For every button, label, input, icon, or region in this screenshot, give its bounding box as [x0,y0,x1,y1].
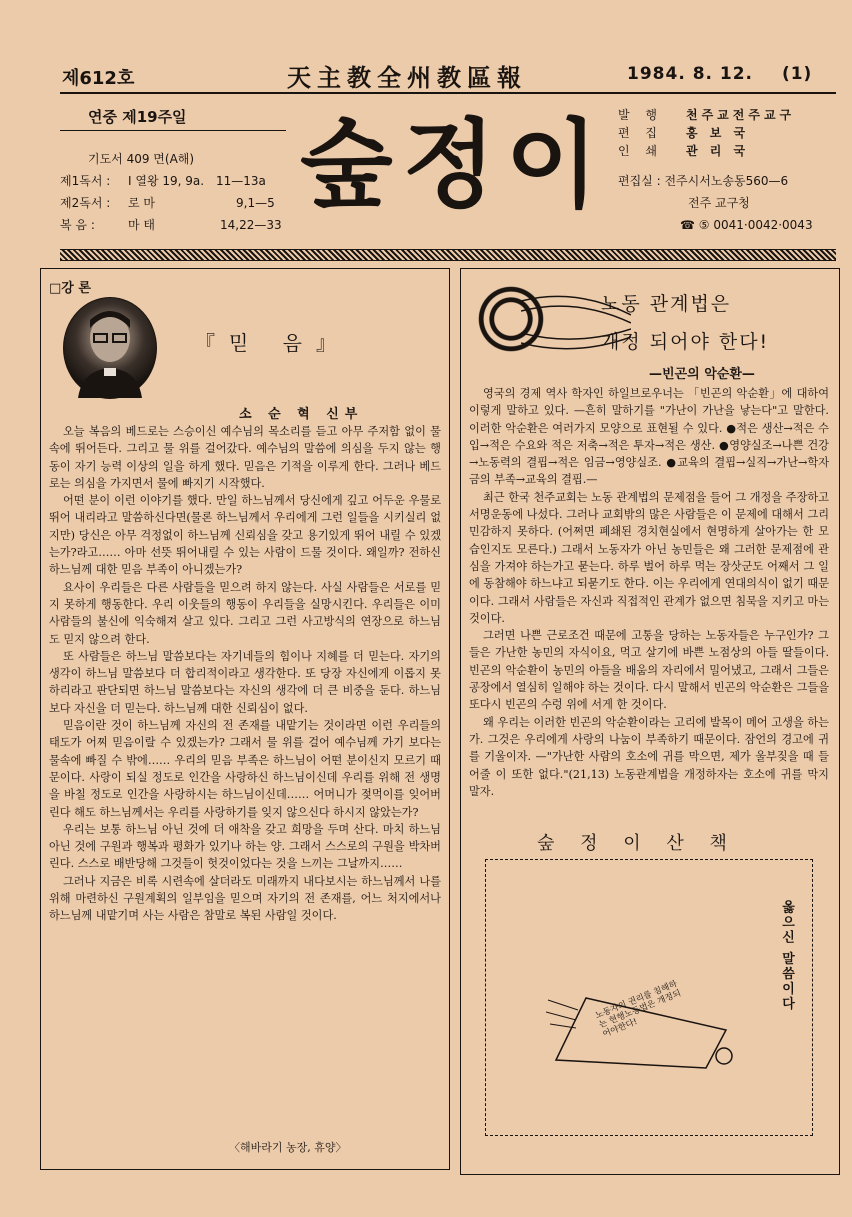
sermon-paragraph: 또 사람들은 하느님 말씀보다는 자기네들의 힘이나 지혜를 더 믿는다. 자기의 생각이 하느님 말씀보다 더 합리적이라고 생각한다. 또 당장 자신에게 이롭지 못하리라고 판단되면 하느님 말씀보다는 자신의 생각에 더 큰 비중을 둔다. 하느님보다 자신을 더 믿는다. 하느님께 대한 신뢰심이 없다. [49,649,441,715]
article-paragraph: 그러면 나쁜 근로조건 때문에 고통을 당하는 노동자들은 누구인가? 그들은 가난한 농민의 자식이요, 먹고 살기에 바쁜 노점상의 아들 딸들이다. 빈곤의 악순환이 농민의 아들을 배움의 자리에서 밀어냈고, 그래서 그들은 공장에서 열심히 일해야 하는 것이다. 다시 말해서 빈곤의 악순환은 그들을 또다시 빈곤의 수렁 위에 서게 한 것이다. [469,629,829,712]
walk-column-title: 숲 정 이 산 책 [537,833,737,854]
liturgy-readings [60,148,286,236]
article-title-line1: 노동 관계법은 [601,293,732,315]
article-paragraph: 최근 한국 천주교회는 노동 관계법의 문제점을 들어 그 개정을 주장하고 서명운동에 나섰다. 그러나 교회밖의 많은 사람들은 이 문제에 대해서 그리 민감하지 못하다. (어쩌면 폐쇄된 경치현실에서 현명하게 살아가는 한 모습인지도 모른다.) 그래서 노동자가 아닌 농민들은 왜 그러한 문제점에 관심을 가져야 하는가고 묻는다. 하루 벌어 하루 먹는 장삿군도 어째서 그 일에 동참해야 하느냐고 되묻기도 한다. 이는 우리에게 연대의식이 없기 때문이다. 그래서 사람들은 자신과 직접적인 관계가 없으면 침묵을 지키고 마는 것이다. [469,490,829,625]
sermon-paragraph: 어떤 분이 이런 이야기를 했다. 만일 하느님께서 당신에게 깊고 어두운 우물로 뛰어 내리라고 말씀하신다면(물론 하느님께서 우리에게 그런 일들을 시키실리 없지만) 당신은 아무 걱정없이 하느님께 신뢰심을 갖고 용기있게 뛰어 내릴 수 있겠는가?라고…… 아마 선뜻 뛰어내릴 수 있는 사람이 드물 것이다. 왜일까? 전하신 하느님께 대한 믿음 부족이 아니겠는가? [49,494,441,577]
article-paragraph: 왜 우리는 이러한 빈곤의 악순환이라는 고리에 발목이 메어 고생을 하는가. 그것은 우리에게 사랑의 나눔이 부족하기 때문이다. 잠언의 경고에 귀를 기울이자. —"가난한 사람의 호소에 귀를 막으면, 제가 울부짖을 때 들어줄 이 또한 없다."(21,13) 노동관계법을 개정하자는 호소에 귀를 막지 말자. [469,715,829,798]
sermon-paragraph: 그러나 지금은 비록 시련속에 살더라도 미래까지 내다보시는 하느님께서 나를 위해 마련하신 구원계획의 일부임을 믿으며 자기의 전 존재를, 어느 처지에서나 하느님께 내맡기며 사는 사람은 참말로 복된 사람일 것이다. [49,874,441,923]
phone-number: ☎ ⑤ 0041·0042·0043 [680,218,813,232]
cartoon-sign-text: 노동자의 권리를 침해하는 현행노동법은 개정되어야한다! [594,979,683,1040]
liturgy-box [60,100,286,238]
date-text: 1984. 8. 12. [627,64,754,84]
paper-logo: 숲정이 [300,109,609,221]
liturgy-divider [60,130,286,131]
article-subtitle: —빈곤의 악순환— [649,367,755,382]
sermon-author: 소 순 혁 신부 [239,407,364,422]
reading-1: 제1독서 : I 열왕 19, 9a. 11—13a [60,174,266,188]
reading-3: 복 음 : 마 태 14,22—33 [60,218,282,232]
publisher-row-1: 발 행 천주교전주교구 [618,108,796,122]
masthead-top [62,64,832,90]
section-label: □강 론 [49,281,91,296]
hatched-divider [60,249,836,261]
article-title-line2: 개정 되어야 한다! [601,331,770,353]
liturgy-week: 연중 제19주일 [88,108,187,126]
sermon-paragraph: 요사이 우리들은 다른 사람들을 믿으려 하지 않는다. 사실 사람들은 서로를 믿지 못하게 행동한다. 우리 이웃들의 행동이 우리들을 실망시킨다. 우리들은 이미 사람들의 불신에 익숙해져 살고 있다. 그리고 그런 사고방식의 연장으로 하느님도 믿지 않으려 한다. [49,580,441,646]
portrait-icon [64,298,156,398]
labor-law-column [460,268,840,1175]
article-paragraph: 영국의 경제 역사 학자인 하일브로우너는 「빈곤의 악순환」에 대하여 이렇게 말하고 있다. —흔히 말하기를 "가난이 가난을 낳는다"고 말한다. 이러한 악순환은 여러가지 모양으로 표현될 수 있다. ●적은 생산→적은 수입→적은 수요와 적은 저축→적은 투자→적은 생산. ●영양실조→나쁜 건강→노동력의 결핍→적은 임금→영양실조. ●교육의 결핍→실직→가난→학자금의 부족→교육의 결핍.— [469,387,829,487]
header-rule [60,92,836,94]
sermon-column [40,268,450,1170]
publisher-row-3: 인 쇄 관 리 국 [618,144,750,158]
publisher-info [618,106,838,236]
publisher-row-2: 편 집 홍 보 국 [618,126,750,140]
paper-name: 天主教全州教區報 [287,63,527,92]
editorial-address: 편집실 : 전주시서노송동560—6 전주 교구청 ☎ ⑤ 0041·0042·0043 [618,170,838,236]
prayer-book: 기도서 409 면(A해) [88,152,195,166]
sermon-source: 〈해바라기 농장, 휴양〉 [229,1141,347,1154]
author-photo [63,297,157,399]
sermon-title: 『믿 음』 [195,331,350,355]
cartoon-box [485,859,813,1136]
sermon-paragraph: 우리는 보통 하느님 아닌 것에 더 애착을 갖고 희망을 두며 산다. 마치 하느님 아닌 것에 구원과 행복과 평화가 있기나 하는 양. 그래서 스스로의 구원을 박차버린다. 스스로 배반당해 그것들이 헛것이었다는 것을 느끼는 그날까지…… [49,822,441,871]
sermon-paragraph: 믿음이란 것이 하느님께 자신의 전 존재를 내맡기는 것이라면 이런 우리들의 태도가 어찌 믿음이랄 수 있겠는가? 그래서 물 위를 걸어 예수님께 가기 보다는 물속에 빠질 수 밖에…… 우리의 믿음 부족은 하느님이 어떤 분이신지 모르기 때문이다. 사랑이 되실 정도로 인간을 사랑하신 하느님이신데 우리를 위해 전 생명을 바칠 정도로 인간을 사랑하시는 하느님이신데…… 어머니가 젖먹이를 잊어버린다 해도 하느님께서는 우리를 사랑하기를 잊지 않으신다 하시지 않았는가? [49,719,441,819]
sermon-body [49,423,441,925]
reading-2: 제2독서 : 로 마 9,1—5 [60,196,275,210]
cartoon-caption: 옳으신 말씀이다 [779,900,794,1012]
page-number: (1) [781,64,813,84]
article-body [469,385,829,800]
sermon-paragraph: 오늘 복음의 베드로는 스승이신 예수님의 목소리를 듣고 아무 주저함 없이 물 속에 뛰어든다. 그리고 물 위를 걸어갔다. 예수님의 말씀에 의심을 두지 않는 행동이 자기 능력 이상의 일을 하게 했다. 믿음은 기적을 이루게 한다. 그러나 베드로는 의심을 가지면서 물에 빠지기 시작했다. [49,425,441,490]
issue-number: 제612호 [62,68,135,89]
issue-date [627,64,812,84]
